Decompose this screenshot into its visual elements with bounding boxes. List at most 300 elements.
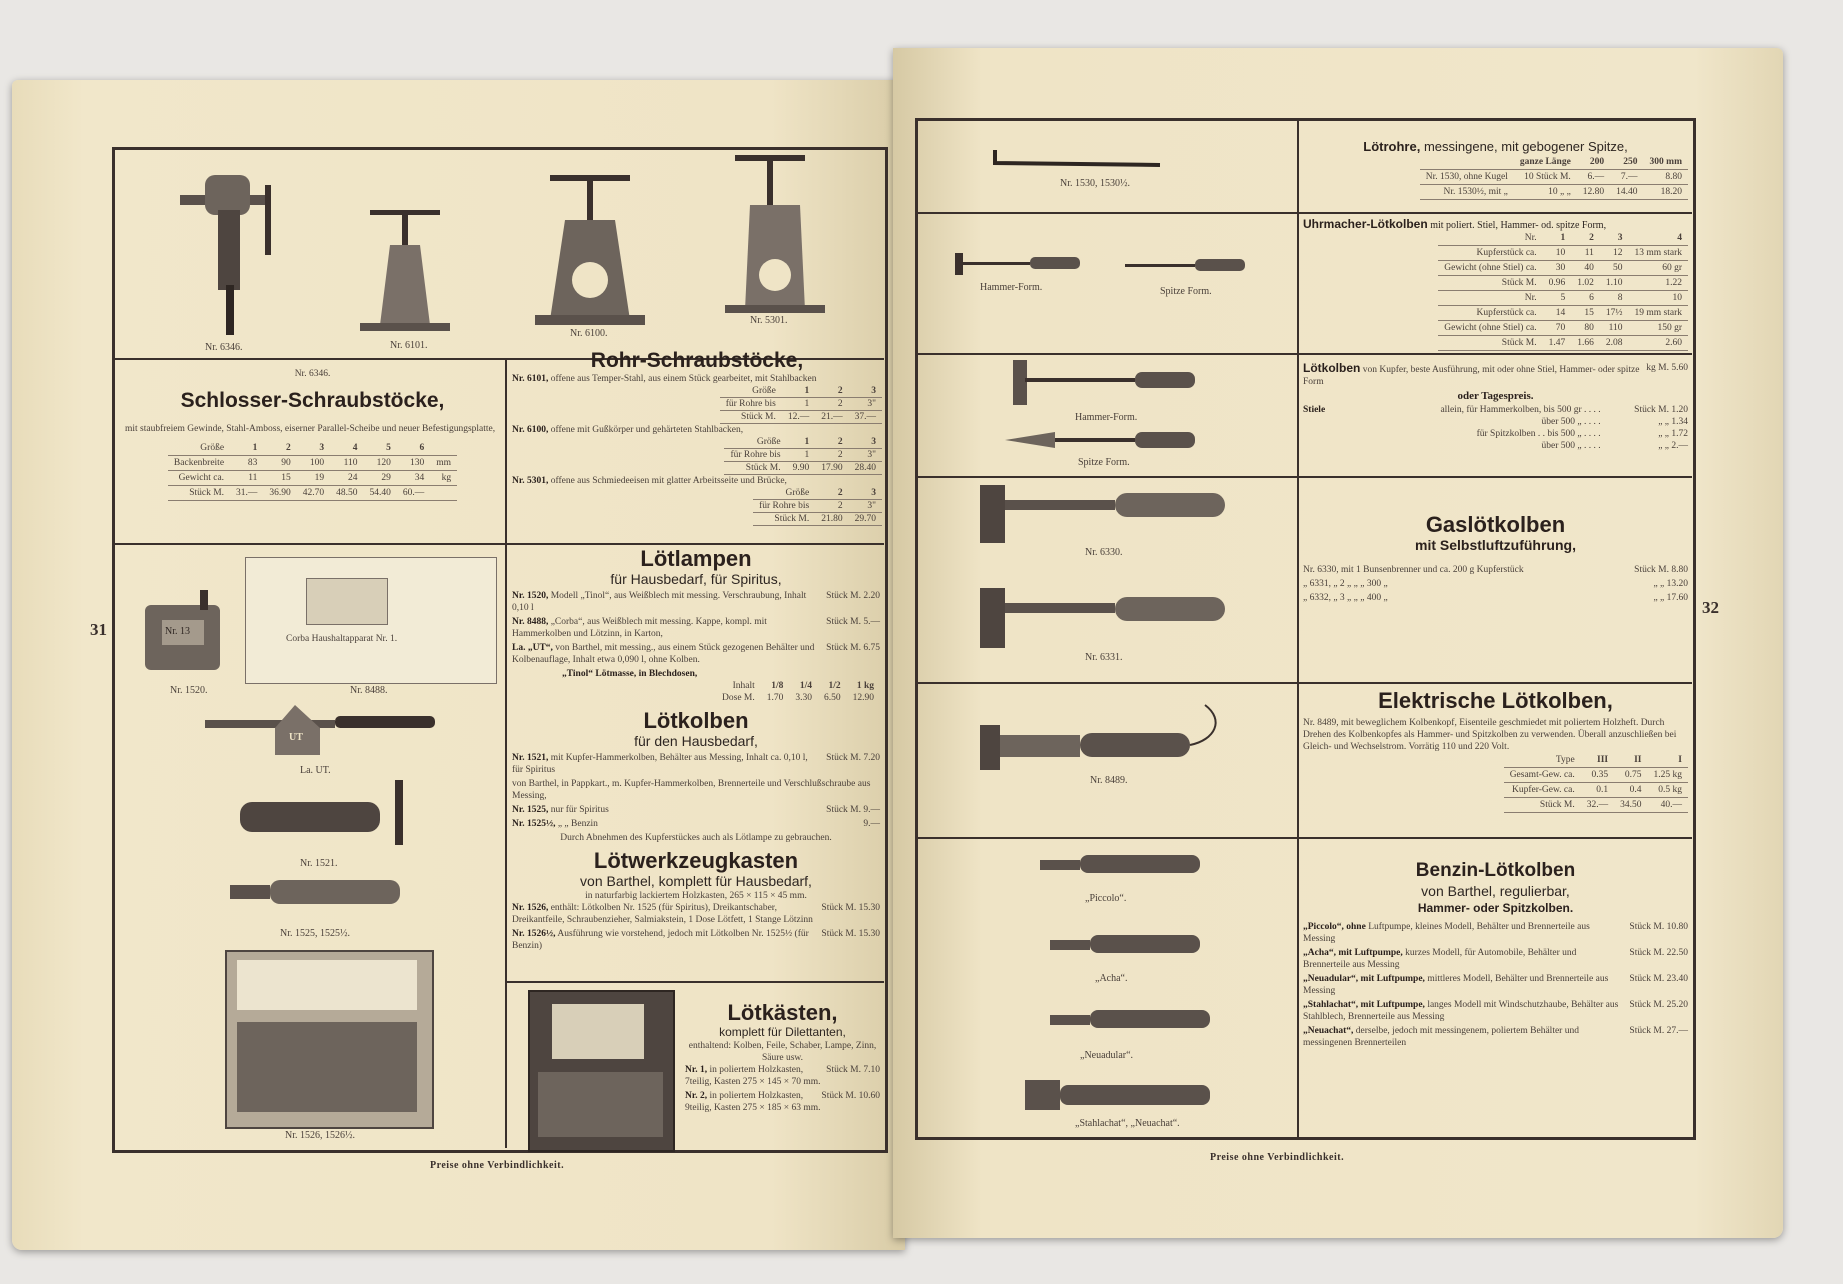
- list-item: Stiele allein, für Hammerkolben, bis 500 gr . . . . Stück M. 1.20: [1303, 405, 1688, 415]
- item-description: für Spitzkolben . . bis 500 „: [1476, 429, 1582, 439]
- item-number: La. „UT“,: [512, 643, 553, 653]
- table-cell: 1/8: [771, 681, 784, 691]
- list-item: [1303, 999, 1688, 1023]
- table-cell: Gewicht (ohne Stiel) ca.: [1438, 261, 1542, 276]
- section-subtitle: Hammer- oder Spitzkolben.: [1417, 901, 1574, 915]
- list-item: [1303, 578, 1688, 590]
- table-cell: 60.—: [397, 486, 430, 501]
- table-cell: 3: [1600, 231, 1629, 246]
- table-cell: 50: [1600, 261, 1629, 276]
- item-number: Nr. 1,: [685, 1065, 708, 1075]
- watchmaker-irons-illustration: [950, 248, 1250, 280]
- price: Stück M. 27.—: [1629, 1026, 1688, 1036]
- table-cell: Kupferstück ca.: [1438, 246, 1542, 261]
- table-cell: 1: [782, 398, 815, 411]
- table-cell: 12.80: [1577, 185, 1610, 200]
- item-description: über 500 „: [1541, 417, 1582, 427]
- item-description: in poliertem Holzkasten, 9teilig, Kasten 275 × 185 × 63 mm.: [685, 1091, 821, 1113]
- price-table: [1420, 155, 1688, 200]
- illustration-caption: Hammer-Form.: [1075, 412, 1138, 423]
- price: Stück M. 15.30: [821, 929, 880, 939]
- table-cell: 250: [1610, 155, 1643, 170]
- table-cell: 300 mm: [1644, 155, 1688, 170]
- illustration-caption: Nr. 6330.: [1085, 547, 1123, 558]
- table-cell: Nr. 1530½, mit „: [1420, 185, 1514, 200]
- table-cell: 54.40: [364, 486, 397, 501]
- table-cell: 1/2: [828, 681, 841, 691]
- page-number: 32: [1702, 598, 1719, 617]
- electric-iron-illustration: [975, 700, 1235, 772]
- rohr-section: [512, 348, 882, 526]
- table-row: [753, 487, 882, 500]
- table-cell: Gewicht ca.: [168, 471, 230, 486]
- item-number: Nr. 1525½,: [512, 819, 556, 829]
- item-number: Nr. 6346.: [294, 369, 331, 379]
- price: Stück M. 5.—: [826, 617, 880, 627]
- gas-section: [1303, 512, 1688, 606]
- price: Stück M. 10.60: [821, 1091, 880, 1101]
- table-cell: 80: [1571, 321, 1600, 336]
- list-item: [1303, 973, 1688, 997]
- item-number: Nr. 1520,: [512, 591, 549, 601]
- stiele-label: Stiele: [1303, 405, 1326, 415]
- table-row: [1420, 185, 1688, 200]
- table-cell: 18.20: [1644, 185, 1688, 200]
- table-row: [1438, 336, 1688, 351]
- table-cell: Größe: [720, 385, 782, 398]
- table-cell: ganze Länge: [1514, 155, 1577, 170]
- table-cell: 150 gr: [1629, 321, 1689, 336]
- table-cell: 90: [263, 456, 296, 471]
- table-cell: 28.40: [849, 462, 882, 475]
- table-cell: 2: [815, 385, 848, 398]
- section-subtitle: mit poliert. Stiel, Hammer- od. spitze Form,: [1430, 220, 1607, 231]
- table-cell: 3": [849, 500, 882, 513]
- section-note: Durch Abnehmen des Kupferstückes auch als Lötlampe zu gebrauchen.: [560, 833, 832, 843]
- table-cell: 21.—: [815, 411, 848, 424]
- kupfer-loetkolben-section: [1303, 362, 1688, 452]
- table-cell: 4: [330, 441, 363, 456]
- section-subtitle: komplett für Dilettanten,: [719, 1025, 846, 1039]
- soldering-iron-illustration: [235, 780, 415, 855]
- gas-iron-illustration: [975, 585, 1235, 650]
- item-name: „Neuachat“,: [1303, 1026, 1354, 1036]
- table-cell: 30: [1543, 261, 1572, 276]
- table-cell: 0.4: [1614, 783, 1647, 798]
- price: Stück M. 10.80: [1629, 922, 1688, 932]
- item-description: über 500 „: [1541, 441, 1582, 451]
- illustration-caption: Nr. 1520.: [170, 685, 208, 696]
- list-item: [1303, 947, 1688, 971]
- section-title: Lötkolben: [643, 708, 749, 733]
- table-cell: 3": [849, 398, 882, 411]
- table-cell: 24: [330, 471, 363, 486]
- table-cell: 12: [1600, 246, 1629, 261]
- table-row: [1438, 306, 1688, 321]
- table-cell: II: [1614, 753, 1647, 768]
- section-subtitle: von Barthel, regulierbar,: [1421, 883, 1570, 899]
- table-cell: 110: [1600, 321, 1629, 336]
- table-cell: 10: [1543, 246, 1572, 261]
- item-number: Nr. 1525,: [512, 805, 549, 815]
- section-description: mit staubfreiem Gewinde, Stahl-Amboss, eiserner Parallel-Scheibe und neuer Befestigungsplatte,: [125, 424, 496, 434]
- werkzeugkasten-section: [512, 848, 880, 952]
- price: Stück M. 7.20: [826, 753, 880, 763]
- tinol-label: „Tinol“ Lötmasse, in Blechdosen,: [562, 669, 698, 679]
- table-row: [1420, 170, 1688, 185]
- item-name: „Stahlachat“, mit Luftpumpe,: [1303, 1000, 1425, 1010]
- table-cell: 13 mm stark: [1629, 246, 1689, 261]
- benzin-section: [1303, 858, 1688, 1051]
- divider: [917, 212, 1692, 214]
- section-title: Rohr-Schraubstöcke,: [590, 349, 804, 372]
- table-row: [168, 471, 457, 486]
- table-cell: Gesamt-Gew. ca.: [1504, 768, 1581, 783]
- illustration-caption: „Stahlachat“, „Neuachat“.: [1075, 1118, 1180, 1129]
- table-cell: Type: [1504, 753, 1581, 768]
- table-cell: Gewicht (ohne Stiel) ca.: [1438, 321, 1542, 336]
- price: „ „ 1.34: [1658, 417, 1688, 427]
- table-row: [168, 441, 457, 456]
- section-title: Gaslötkolben: [1425, 512, 1566, 537]
- tool-box-illustration: [225, 950, 434, 1129]
- illustration-caption: Nr. 1526, 1526½.: [285, 1130, 355, 1141]
- item-description: „ „ Benzin: [557, 819, 598, 829]
- schlosser-section: [125, 368, 500, 501]
- table-cell: 3: [849, 487, 882, 500]
- table-cell: 1: [1543, 231, 1572, 246]
- price-table: [1504, 753, 1688, 813]
- price: Stück M. 9.—: [826, 805, 880, 815]
- list-item: über 500 „ . . . . „ „ 1.34: [1541, 417, 1688, 427]
- price: Stück M. 2.20: [826, 591, 880, 601]
- price: „ „ 13.20: [1653, 579, 1688, 589]
- blowtorch-ut-illustration: [205, 700, 435, 760]
- table-cell: 8.80: [1644, 170, 1688, 185]
- list-item: [512, 752, 880, 776]
- section-description: von Kupfer, beste Ausführung, mit oder ohne Stiel, Hammer- oder spitze Form: [1303, 365, 1640, 387]
- loetrohre-section: [1303, 138, 1688, 200]
- table-cell: Nr.: [1438, 291, 1542, 306]
- table-cell: 32.—: [1581, 798, 1614, 813]
- table-cell: für Rohre bis: [724, 449, 786, 462]
- table-cell: Dose M.: [722, 693, 755, 703]
- table-cell: 11: [230, 471, 263, 486]
- page-footer: Preise ohne Verbindlichkeit.: [430, 1160, 565, 1171]
- benzin-irons-illustration: [1020, 845, 1220, 1125]
- item-description: derselbe, jedoch mit messingenem, poliertem Behälter und messingenen Brennerteilen: [1303, 1026, 1579, 1048]
- table-cell: 1: [782, 385, 815, 398]
- table-cell: Kupferstück ca.: [1438, 306, 1542, 321]
- table-cell: 40: [1571, 261, 1600, 276]
- item-description: kurzes Modell, für Automobile, Behälter und Brennerteile aus Messing: [1303, 948, 1577, 970]
- loetlampen-section: [512, 546, 880, 704]
- table-cell: [430, 441, 457, 456]
- table-cell: 2.60: [1629, 336, 1689, 351]
- pipe-vise-illustration: [360, 205, 450, 335]
- table-row: [1504, 753, 1688, 768]
- table-row: [1438, 231, 1688, 246]
- table-cell: [430, 486, 457, 501]
- table-cell: 70: [1543, 321, 1572, 336]
- table-cell: III: [1581, 753, 1614, 768]
- section-subtitle: messingene, mit gebogener Spitze,: [1423, 139, 1628, 154]
- illustration-caption: Hammer-Form.: [980, 282, 1043, 293]
- table-cell: 15: [263, 471, 296, 486]
- table-cell: 17½: [1600, 306, 1629, 321]
- price: Stück M. 6.75: [826, 643, 880, 653]
- table-cell: 34: [397, 471, 430, 486]
- price: Stück M. 23.40: [1629, 974, 1688, 984]
- price-table: [168, 441, 457, 501]
- list-item: [685, 1064, 880, 1088]
- table-cell: 14: [1543, 306, 1572, 321]
- table-cell: 42.70: [297, 486, 330, 501]
- table-cell: Stück M.: [1438, 276, 1542, 291]
- section-title: Schlosser-Schraubstöcke,: [180, 389, 445, 412]
- table-cell: 110: [330, 456, 363, 471]
- section-description: enthaltend: Kolben, Feile, Schaber, Lampe, Zinn, Säure usw.: [688, 1041, 877, 1063]
- table-cell: 5: [1543, 291, 1572, 306]
- table-cell: 6.50: [824, 693, 841, 703]
- table-cell: Stück M.: [1504, 798, 1581, 813]
- illustration-caption: Nr. 1525, 1525½.: [280, 928, 350, 939]
- uhrmacher-section: [1303, 217, 1688, 351]
- item-description: mit Kupfer-Hammerkolben, Behälter aus Messing, Inhalt ca. 0,10 l, für Spiritus: [512, 753, 808, 775]
- section-title: Benzin-Lötkolben: [1415, 860, 1576, 881]
- item-description: offene mit Gußkörper und gehärteten Stahlbacken,: [550, 425, 744, 435]
- table-row: [716, 680, 880, 692]
- table-cell: 1.70: [766, 693, 784, 703]
- illustration-caption: Nr. 1530, 1530½.: [1060, 178, 1130, 189]
- list-item: [512, 642, 880, 666]
- table-cell: Nr. 1530, ohne Kugel: [1420, 170, 1514, 185]
- elektrisch-section: [1303, 688, 1688, 813]
- price-table: [720, 385, 882, 424]
- table-row: [720, 385, 882, 398]
- table-row: [1438, 246, 1688, 261]
- illustration-caption: La. UT.: [300, 765, 331, 776]
- table-cell: 14.40: [1610, 185, 1643, 200]
- table-cell: Stück M.: [753, 513, 815, 526]
- price: Stück M. 8.80: [1634, 565, 1688, 575]
- divider: [917, 682, 1692, 684]
- item-number: Nr. 6101,: [512, 374, 549, 384]
- item-description: Modell „Tinol“, aus Weißblech mit messing. Verschraubung, Inhalt 0,10 l: [512, 591, 807, 613]
- table-cell: 34.50: [1614, 798, 1647, 813]
- table-cell: 130: [397, 456, 430, 471]
- table-row: [720, 398, 882, 411]
- table-row: [720, 411, 882, 424]
- divider: [1297, 118, 1299, 1138]
- item-description: langes Modell mit Windschutzhaube, Behälter aus Stahlblech, Brennerteile aus Messing: [1303, 1000, 1619, 1022]
- table-cell: 2: [815, 487, 848, 500]
- table-cell: 12.—: [782, 411, 815, 424]
- copper-irons-illustration: [1005, 360, 1205, 455]
- table-cell: 8: [1600, 291, 1629, 306]
- section-subtitle: für den Hausbedarf,: [634, 733, 758, 749]
- table-cell: 2: [815, 449, 848, 462]
- page-number: 31: [90, 620, 107, 639]
- section-title: Elektrische Lötkolben,: [1378, 688, 1613, 713]
- pipe-vise-illustration: [535, 170, 645, 330]
- loetkolben-section: [512, 708, 880, 844]
- price-table: [724, 436, 882, 475]
- item-description: „ 6332, „ 3 „ „ „ 400 „: [1303, 593, 1388, 603]
- price: Stück M. 1.20: [1634, 405, 1688, 415]
- item-description: „Corba“, aus Weißblech mit messing. Kappe, kompl. mit Hammerkolben und Lötzinn, in Karton,: [512, 617, 767, 639]
- table-cell: 120: [364, 456, 397, 471]
- table-cell: 10: [1629, 291, 1689, 306]
- table-cell: 48.50: [330, 486, 363, 501]
- table-cell: 0.96: [1543, 276, 1572, 291]
- table-cell: 1.66: [1571, 336, 1600, 351]
- item-description: allein, für Hammerkolben, bis 500 gr: [1440, 405, 1582, 415]
- table-cell: 0.1: [1581, 783, 1614, 798]
- table-cell: 15: [1571, 306, 1600, 321]
- table-cell: Größe: [168, 441, 230, 456]
- table-cell: 40.—: [1648, 798, 1689, 813]
- kaesten-section: [685, 1000, 880, 1116]
- item-description: mittleres Modell, Behälter und Brennerteile aus Messing: [1303, 974, 1609, 996]
- table-cell: 5: [364, 441, 397, 456]
- table-row: [1504, 768, 1688, 783]
- table-cell: 2: [815, 436, 848, 449]
- price: Stück M. 22.50: [1629, 948, 1688, 958]
- table-cell: 3: [849, 385, 882, 398]
- loetkasten-illustration: [528, 990, 675, 1152]
- illustration-caption: Nr. 8488.: [350, 685, 388, 696]
- item-number: Nr. 5301,: [512, 476, 549, 486]
- blowpipe-illustration: [990, 145, 1170, 175]
- illustration-caption: „Neuadular“.: [1080, 1050, 1134, 1061]
- item-description: Nr. 6330, mit 1 Bunsenbrenner und ca. 200 g Kupferstück: [1303, 565, 1524, 575]
- item-name: „Acha“, mit Luftpumpe,: [1303, 948, 1403, 958]
- divider: [917, 476, 1692, 478]
- table-cell: Größe: [753, 487, 815, 500]
- list-item: [512, 902, 880, 926]
- section-title: Lötwerkzeugkasten: [593, 848, 799, 873]
- price: „ „ 1.72: [1658, 429, 1688, 439]
- list-item: [1303, 592, 1688, 604]
- table-cell: 1/4: [799, 681, 812, 691]
- price: kg M. 5.60: [1646, 363, 1688, 373]
- list-item: [512, 475, 882, 487]
- table-cell: 3: [849, 436, 882, 449]
- illustration-caption: „Piccolo“.: [1085, 893, 1127, 904]
- table-cell: 7.—: [1610, 170, 1643, 185]
- list-item: [1303, 564, 1688, 576]
- table-row: [753, 513, 882, 526]
- item-description: offene aus Temper-Stahl, aus einem Stück gearbeitet, mit Stahlbacken: [550, 374, 817, 384]
- section-title: Lötrohre,: [1363, 139, 1421, 154]
- left-lower-text-column: [512, 546, 880, 956]
- table-cell: 29.70: [849, 513, 882, 526]
- blowtorch-icon: [205, 700, 435, 760]
- table-cell: 31.—: [230, 486, 263, 501]
- price-table: [1438, 231, 1688, 351]
- table-cell: 1: [787, 436, 816, 449]
- page-footer: Preise ohne Verbindlichkeit.: [1210, 1152, 1345, 1163]
- illustration-caption: „Acha“.: [1095, 973, 1128, 984]
- table-cell: 2: [263, 441, 296, 456]
- price-table: [753, 487, 882, 526]
- illustration-caption: Nr. 6101.: [390, 340, 428, 351]
- table-cell: 6: [397, 441, 430, 456]
- item-description: offene aus Schmiedeeisen mit glatter Arbeitsseite und Brücke,: [550, 476, 787, 486]
- price: Stück M. 25.20: [1629, 1000, 1688, 1010]
- table-cell: 1.02: [1571, 276, 1600, 291]
- illustration-caption: Nr. 6331.: [1085, 652, 1123, 663]
- item-number: Nr. 6100,: [512, 425, 549, 435]
- illustration-caption: Spitze Form.: [1160, 286, 1212, 297]
- table-cell: 0.35: [1581, 768, 1614, 783]
- table-cell: 1.25 kg: [1648, 768, 1689, 783]
- table-row: [1420, 155, 1688, 170]
- table-cell: Stück M.: [724, 462, 786, 475]
- item-number: Nr. 8488,: [512, 617, 549, 627]
- price-table: [716, 680, 880, 704]
- table-cell: Inhalt: [732, 681, 755, 691]
- table-cell: 1: [230, 441, 263, 456]
- table-cell: 21.80: [815, 513, 848, 526]
- item-number: Nr. 1526½,: [512, 929, 556, 939]
- item-description: Ausführung wie vorstehend, jedoch mit Lötkolben Nr. 1525½ (für Benzin): [512, 929, 809, 951]
- table-cell: 29: [364, 471, 397, 486]
- table-cell: 4: [1629, 231, 1689, 246]
- price: Stück M. 15.30: [821, 903, 880, 913]
- table-cell: 3: [297, 441, 330, 456]
- gas-iron-illustration: [975, 480, 1235, 545]
- section-title: Lötkästen,: [727, 1000, 838, 1025]
- table-cell: für Rohre bis: [753, 500, 815, 513]
- list-item: [1303, 1025, 1688, 1049]
- table-cell: 10 Stück M.: [1514, 170, 1577, 185]
- item-description: von Barthel, in Pappkart., m. Kupfer-Hammerkolben, Brennerteile und Verschlußschraube aus Messing,: [512, 779, 871, 801]
- table-cell: 19: [297, 471, 330, 486]
- section-title: Uhrmacher-Lötkolben: [1303, 217, 1428, 231]
- price: 9.—: [863, 819, 880, 829]
- illustration-caption: Spitze Form.: [1078, 457, 1130, 468]
- item-description: in poliertem Holzkasten, 7teilig, Kasten 275 × 145 × 70 mm.: [685, 1065, 821, 1087]
- list-item: [1303, 921, 1688, 945]
- table-cell: mm: [430, 456, 457, 471]
- soldering-iron-illustration: [230, 875, 410, 910]
- table-row: [168, 456, 457, 471]
- table-cell: 37.—: [849, 411, 882, 424]
- table-cell: 1.47: [1543, 336, 1572, 351]
- table-cell: 6.—: [1577, 170, 1610, 185]
- table-cell: 60 gr: [1629, 261, 1689, 276]
- table-cell: 3": [849, 449, 882, 462]
- table-cell: 3.30: [795, 693, 812, 703]
- item-number: Nr. 1521,: [512, 753, 549, 763]
- table-row: [1438, 291, 1688, 306]
- table-cell: Stück M.: [720, 411, 782, 424]
- table-cell: kg: [430, 471, 457, 486]
- list-item: für Spitzkolben . . bis 500 „ . . . . „ „ 1.72: [1476, 429, 1688, 439]
- divider: [114, 543, 884, 545]
- section-subtitle: mit Selbstluftzuführung,: [1415, 537, 1576, 553]
- table-cell: 12.90: [852, 693, 874, 703]
- list-item: [685, 1090, 880, 1114]
- box-label: Nr. 13: [165, 626, 190, 637]
- illustration-caption: Nr. 8489.: [1090, 775, 1128, 786]
- table-cell: Kupfer-Gew. ca.: [1504, 783, 1581, 798]
- divider: [507, 981, 884, 983]
- box-label: UT: [289, 732, 303, 743]
- price: „ „ 2.—: [1658, 441, 1688, 451]
